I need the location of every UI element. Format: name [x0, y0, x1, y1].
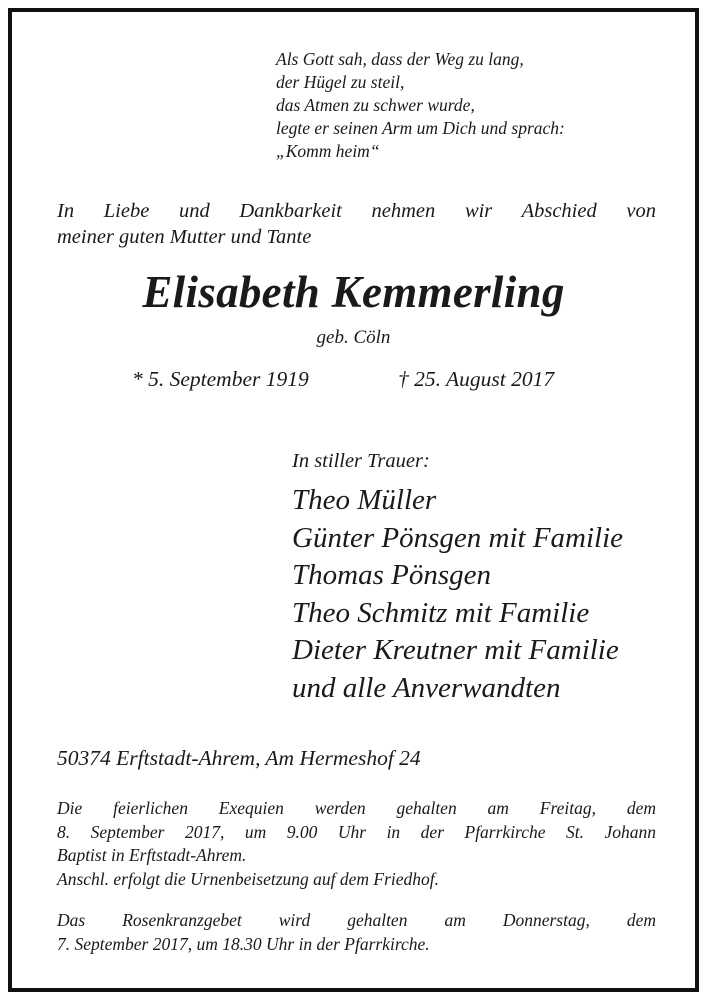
- service-line: 8. September 2017, um 9.00 Uhr in der Pfarrkirche St. Johann: [57, 821, 656, 842]
- poem-line: der Hügel zu steil,: [276, 72, 405, 92]
- family-address: 50374 Erftstadt-Ahrem, Am Hermeshof 24: [57, 746, 421, 770]
- mourner-name: und alle Anverwandten: [292, 671, 561, 704]
- death-date: † 25. August 2017: [398, 367, 555, 391]
- mourner-name: Theo Müller: [292, 484, 437, 516]
- mourners-list: [292, 482, 623, 707]
- service-notice: [57, 797, 656, 891]
- intro-line: meiner guten Mutter und Tante: [57, 226, 312, 248]
- service-line: Baptist in Erftstadt-Ahrem.: [57, 845, 247, 865]
- mourning-label: In stiller Trauer:: [292, 450, 430, 472]
- mourner-name: Dieter Kreutner mit Familie: [292, 634, 619, 666]
- service-line: Die feierlichen Exequien werden gehalten am Freitag, dem: [57, 798, 656, 818]
- poem: [276, 48, 565, 163]
- mourner-name: Thomas Pönsgen: [292, 559, 491, 591]
- mourner-name: Theo Schmitz mit Familie: [292, 596, 590, 629]
- maiden-name: geb. Cöln: [316, 327, 391, 348]
- intro-text: [57, 198, 656, 250]
- poem-line: das Atmen zu schwer wurde,: [276, 95, 475, 115]
- rosary-notice: [57, 909, 656, 956]
- rosary-line: Das Rosenkranzgebet wird gehalten am Donnerstag, dem: [57, 910, 656, 930]
- rosary-line: 7. September 2017, um 18.30 Uhr in der Pfarrkirche.: [57, 933, 430, 954]
- poem-line: Als Gott sah, dass der Weg zu lang,: [276, 49, 524, 69]
- birth-date: * 5. September 1919: [132, 367, 309, 391]
- deceased-name: Elisabeth Kemmerling: [142, 267, 565, 317]
- mourner-name: Günter Pönsgen mit Familie: [292, 521, 624, 554]
- intro-line: In Liebe und Dankbarkeit nehmen wir Abschied von: [57, 200, 656, 222]
- poem-line: „Komm heim“: [276, 141, 380, 161]
- service-line: Anschl. erfolgt die Urnenbeisetzung auf dem Friedhof.: [57, 868, 440, 889]
- poem-line: legte er seinen Arm um Dich und sprach:: [276, 118, 565, 138]
